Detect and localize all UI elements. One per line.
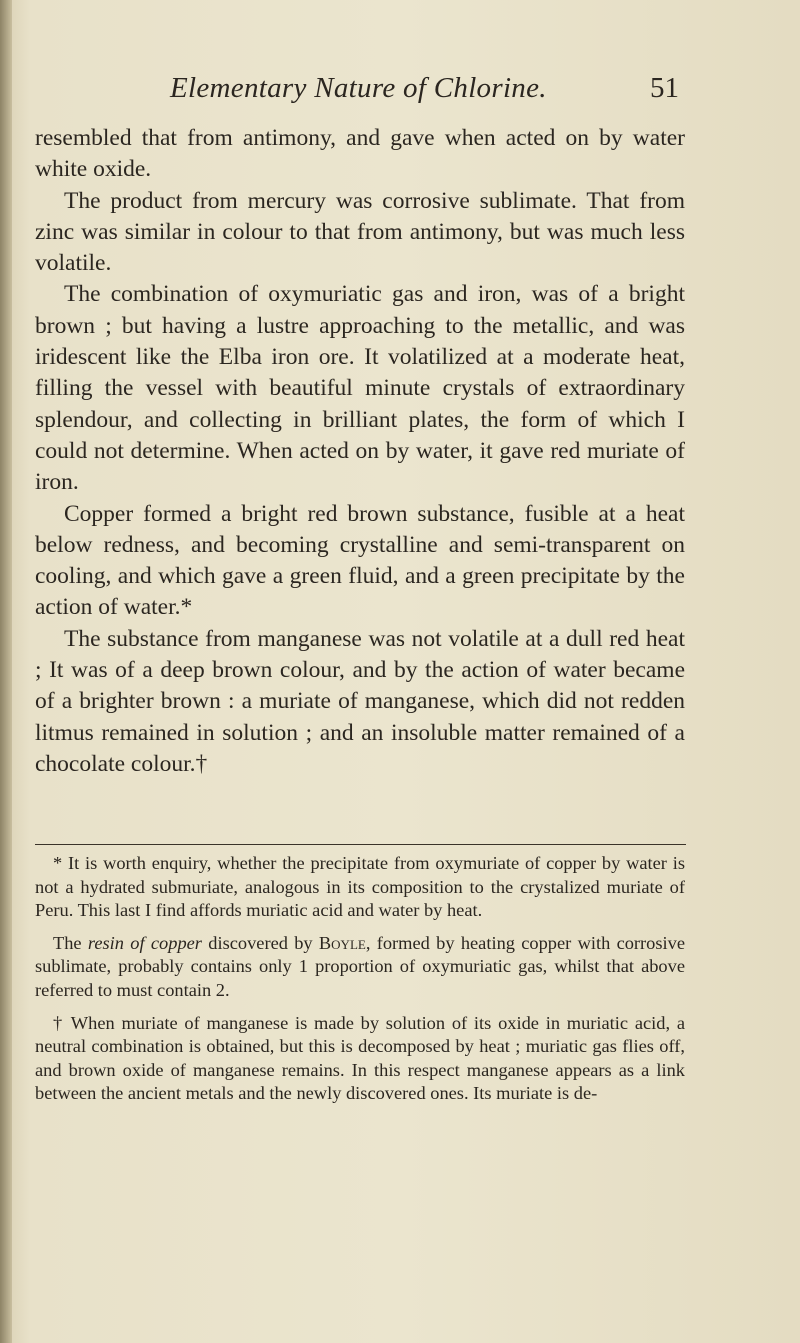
footnote: * It is worth enquiry, whether the precipitate from oxymuriate of copper by water is not a hydrated submuriate, analogous in its composition to the crystalized muriate of Peru. This last I find affords muriatic acid and water by heat.	[35, 853, 685, 921]
footnote	[35, 932, 685, 1003]
paragraph: The substance from manganese was not volatile at a dull red heat ; It was of a deep brown colour, and by the action of water became of a brighter brown : a muriate of manganese, which did not redden litmus remained in solution ; and an insoluble matter remained of a chocolate colour.†	[35, 625, 685, 777]
paragraph: The product from mercury was corrosive sublimate. That from zinc was similar in colour to that from antimony, but was much less volatile.	[35, 187, 685, 277]
footnote: † When muriate of manganese is made by solution of its oxide in muriatic acid, a neutral combination is obtained, but this is decomposed by heat ; muriatic gas flies off, and brown oxide of manganese remains. In this respect manganese appears as a link between the ancient metals and the newly discovered ones. Its muriate is de-	[35, 1012, 685, 1104]
footnote-italic-term: resin of copper	[87, 932, 202, 953]
paragraph: Copper formed a bright red brown substance, fusible at a heat below redness, and becoming crystalline and semi-transparent on cooling, and which gave a green fluid, and a green precipitate by the action of water.*	[35, 500, 685, 621]
footnote-text: discovered by	[201, 932, 319, 953]
footnote-text: The	[53, 932, 88, 953]
main-text	[35, 123, 685, 780]
running-title: Elementary Nature of Chlorine.	[170, 72, 547, 104]
author-name: Boyle	[318, 932, 366, 953]
footnotes	[35, 852, 685, 1106]
paragraph: The combination of oxymuriatic gas and iron, was of a bright brown ; but having a lustre approaching to the metallic, and was iridescent like the Elba iron ore. It volatilized at a moderate heat, filling the vessel with beautiful minute crystals of extraordinary splendour, and collecting in brilliant plates, the form of which I could not determine. When acted on by water, it gave red muriate of iron.	[35, 281, 685, 496]
page-header	[0, 72, 800, 112]
footnote-divider	[35, 844, 686, 845]
paragraph: resembled that from antimony, and gave when acted on by water white oxide.	[35, 125, 685, 183]
page-binding-edge	[0, 0, 12, 1343]
footnote-text: , formed by heating copper with corrosive sublimate, probably contains only 1 proportion of oxymuriatic gas, whilst that above referred to must contain 2.	[35, 932, 685, 1000]
page-number: 51	[650, 72, 679, 104]
